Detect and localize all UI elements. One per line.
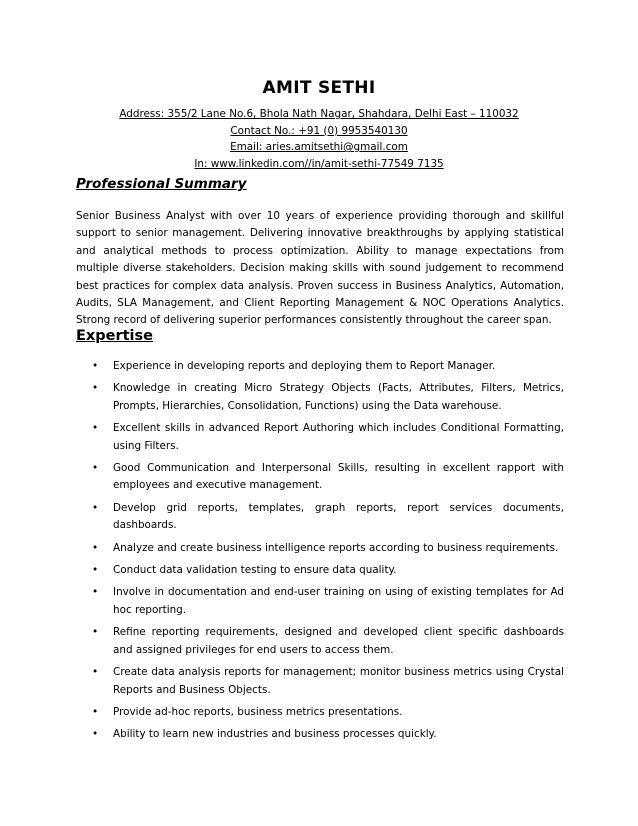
resume-header: [0, 78, 638, 172]
list-item: • Provide ad-hoc reports, business metrics presentations.: [76, 704, 564, 721]
list-item: • Conduct data validation testing to ensure data quality.: [76, 562, 564, 579]
bullet-icon: •: [92, 541, 99, 554]
bullet-icon: •: [92, 564, 99, 577]
linkedin-link[interactable]: In: www.linkedin.com//in/amit-sethi-77549 7135: [194, 157, 444, 170]
expertise-section: [76, 328, 564, 749]
professional-summary-section: [76, 176, 564, 330]
address-line: Address: 355/2 Lane No.6, Bhola Nath Nagar, Shahdara, Delhi East – 110032: [119, 108, 519, 120]
bullet-icon: •: [92, 728, 99, 741]
expertise-heading: Expertise: [76, 328, 153, 344]
bullet-icon: •: [92, 626, 99, 639]
expertise-list: [76, 358, 564, 744]
summary-paragraph: Senior Business Analyst with over 10 years of experience providing thorough and skillful support to senior management. Delivering innovative breakthroughs by applying statistical and analytical methods to process optimization. Ability to manage expectations from multiple diverse stakeholders. Decision making skills with sound judgement to recommend best practices for complex data analysis. Proven success in Business Analytics, Automation, Audits, SLA Management, and Client Reporting Management & NOC Operations Analytics. Strong record of delivering superior performances consistently throughout the career span.: [76, 210, 564, 327]
list-item: • Create data analysis reports for management; monitor business metrics using Crystal Reports and Business Objects.: [92, 666, 564, 696]
summary-heading: Professional Summary: [76, 176, 247, 192]
bullet-icon: •: [92, 501, 99, 514]
email-link[interactable]: Email: aries.amitsethi@gmail.com: [230, 141, 408, 153]
list-item: • Experience in developing reports and deploying them to Report Manager.: [76, 358, 564, 375]
list-item: • Excellent skills in advanced Report Authoring which includes Conditional Formatting, using Filters.: [92, 422, 564, 452]
bullet-icon: •: [92, 360, 99, 372]
list-item: • Involve in documentation and end-user training on using of existing templates for Ad hoc reporting.: [92, 586, 564, 616]
bullet-icon: •: [92, 586, 99, 599]
bullet-icon: •: [92, 705, 99, 718]
contact-number-line: Contact No.: +91 (0) 9953540130: [230, 124, 408, 137]
list-item: • Ability to learn new industries and business processes quickly.: [76, 726, 564, 743]
list-item: • Knowledge in creating Micro Strategy Objects (Facts, Attributes, Filters, Metrics, Prompts, Hierarchies, Consolidation, Functions) using the Data warehouse.: [92, 382, 564, 412]
candidate-name: AMIT SETHI: [262, 78, 376, 98]
bullet-icon: •: [92, 382, 99, 395]
list-item: • Develop grid reports, templates, graph reports, report services documents, dashboards.: [92, 501, 564, 532]
bullet-icon: •: [92, 462, 99, 475]
bullet-icon: •: [92, 422, 99, 435]
list-item: • Refine reporting requirements, designed and developed client specific dashboards and assigned privileges for end users to access them.: [92, 626, 564, 656]
list-item: • Good Communication and Interpersonal Skills, resulting in excellent rapport with employees and executive management.: [92, 462, 564, 492]
bullet-icon: •: [92, 666, 99, 679]
list-item: • Analyze and create business intelligence reports according to business requirements.: [76, 540, 564, 557]
